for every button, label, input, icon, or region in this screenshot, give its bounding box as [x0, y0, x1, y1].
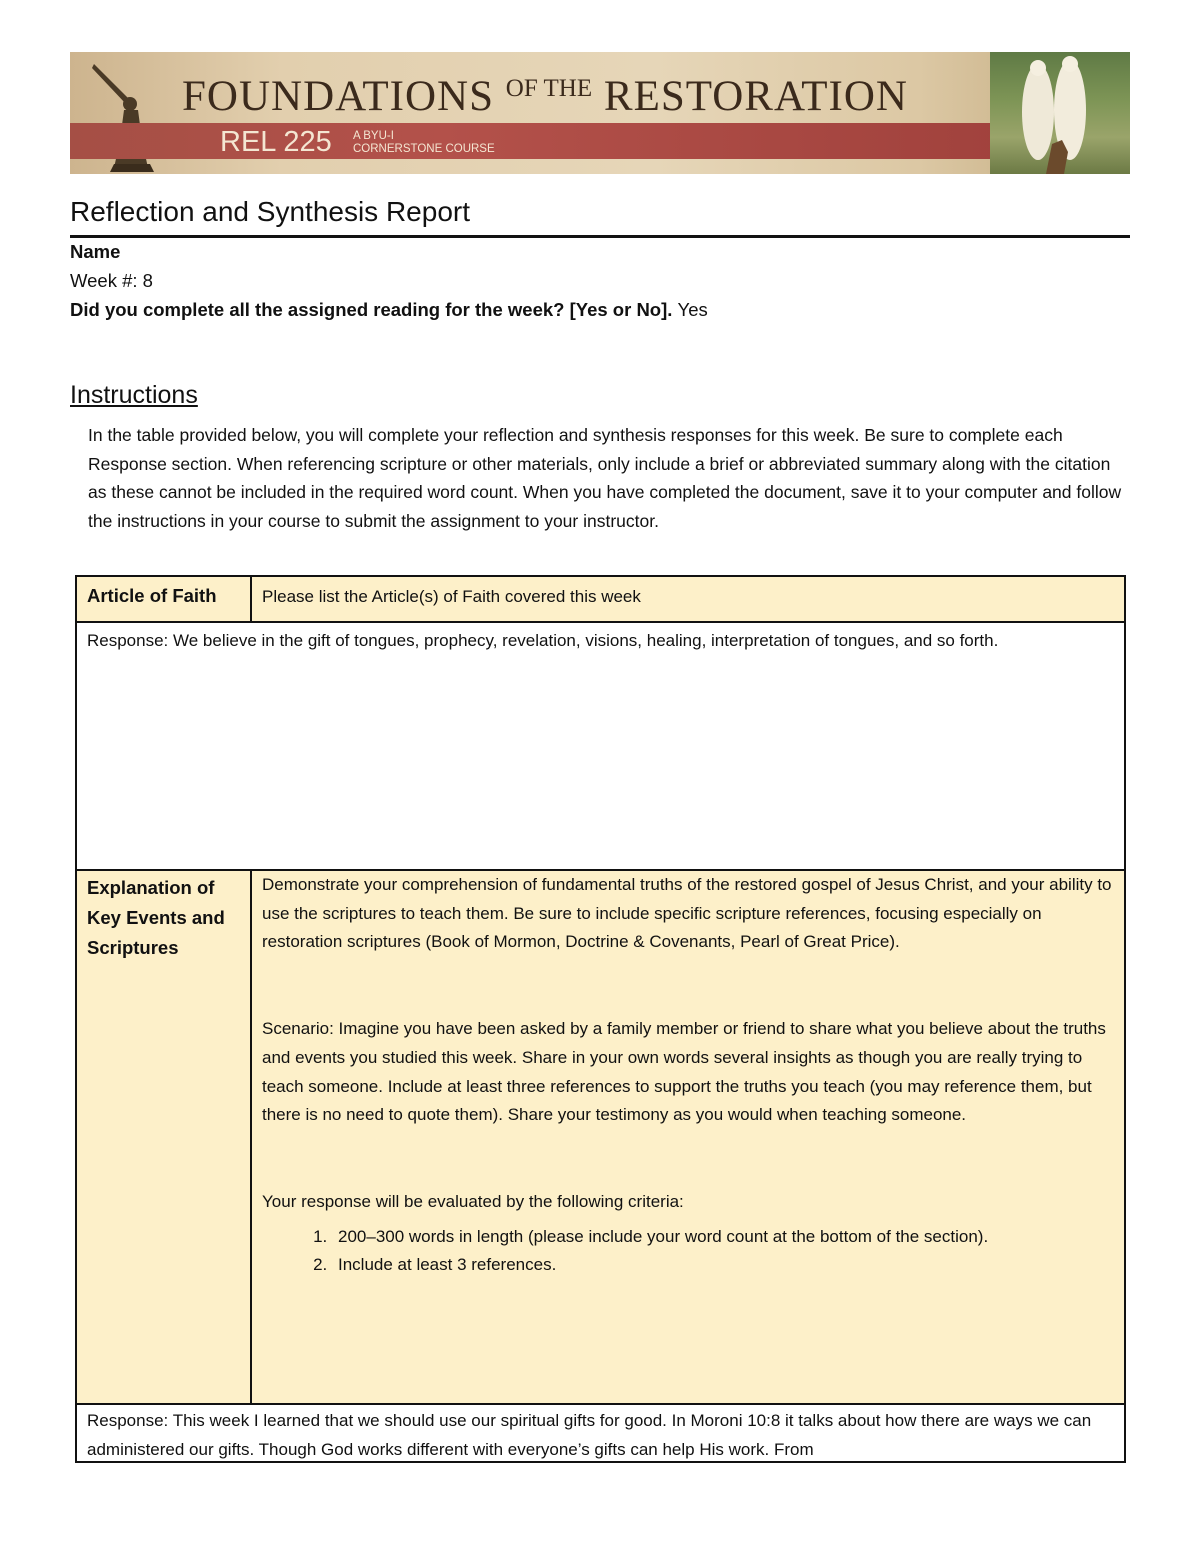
- course-banner: [70, 52, 1130, 174]
- article-of-faith-label: Article of Faith: [75, 575, 252, 623]
- title-divider: [70, 235, 1130, 238]
- criteria-item: 2. Include at least 3 references.: [332, 1251, 1114, 1280]
- criteria-item: 1. 200–300 words in length (please include your word count at the bottom of the section).: [332, 1223, 1114, 1252]
- reading-answer: Yes: [677, 299, 708, 320]
- article-of-faith-prompt: Please list the Article(s) of Faith covered this week: [250, 575, 1126, 623]
- article-of-faith-response[interactable]: Response: We believe in the gift of tongues, prophecy, revelation, visions, healing, interpretation of tongues, and so forth.: [75, 621, 1126, 871]
- heavenly-messengers-icon: [990, 52, 1130, 174]
- explanation-intro: Demonstrate your comprehension of fundamental truths of the restored gospel of Jesus Christ, and your ability to use the scriptures to teach them. Be sure to include specific scripture references, focusing especially on restoration scriptures (Book of Mormon, Doctrine & Covenants, Pearl of Great Price).: [262, 875, 1112, 952]
- reading-question: [70, 299, 708, 321]
- course-subtitle-line2: CORNERSTONE COURSE: [353, 143, 495, 155]
- scenario-text: Scenario: Imagine you have been asked by a family member or friend to share what you believe about the truths and events you studied this week. Share in your own words several insights as though you are really trying to teach someone. Include at least three references to support the truths you teach (you may reference them, but there is no need to quote them). Share your testimony as you would when teaching someone.: [262, 1019, 1106, 1125]
- explanation-label: Explanation of Key Events and Scriptures: [75, 869, 252, 1405]
- banner-title-part1: FOUNDATIONS: [182, 73, 495, 120]
- criteria-intro: Your response will be evaluated by the following criteria:: [262, 1191, 684, 1211]
- banner-stripe: [70, 123, 1000, 159]
- instructions-body: In the table provided below, you will complete your reflection and synthesis responses for this week. Be sure to complete each Response section. When referencing scripture or other materials, only include a brief or abbreviated summary along with the citation as these cannot be included in the required word count. When you have completed the document, save it to your computer and follow the instructions in your course to submit the assignment to your instructor.: [88, 425, 1122, 532]
- course-subtitle-line1: A BYU-I: [353, 130, 394, 142]
- page-title: Reflection and Synthesis Report: [70, 196, 470, 227]
- week-number: Week #: 8: [70, 270, 153, 291]
- reflection-table: [75, 575, 1126, 1463]
- explanation-response[interactable]: Response: This week I learned that we should use our spiritual gifts for good. In Moroni 10:8 it talks about how there are ways we can administered our gifts. Though God works different with everyone’s gifts can help His work. From: [75, 1403, 1126, 1463]
- name-label: Name: [70, 241, 121, 262]
- reading-question-text: Did you complete all the assigned reading for the week? [Yes or No].: [70, 299, 673, 320]
- course-code: REL 225: [220, 126, 332, 158]
- banner-painting: [990, 52, 1130, 174]
- explanation-prompt: [250, 869, 1126, 1405]
- course-subtitle: [353, 130, 495, 156]
- criteria-list: [262, 1223, 1114, 1280]
- banner-title-part3: RESTORATION: [603, 73, 908, 120]
- banner-title-part2: OF THE: [505, 75, 593, 102]
- banner-title: [182, 72, 908, 121]
- instructions-heading: Instructions: [70, 381, 198, 409]
